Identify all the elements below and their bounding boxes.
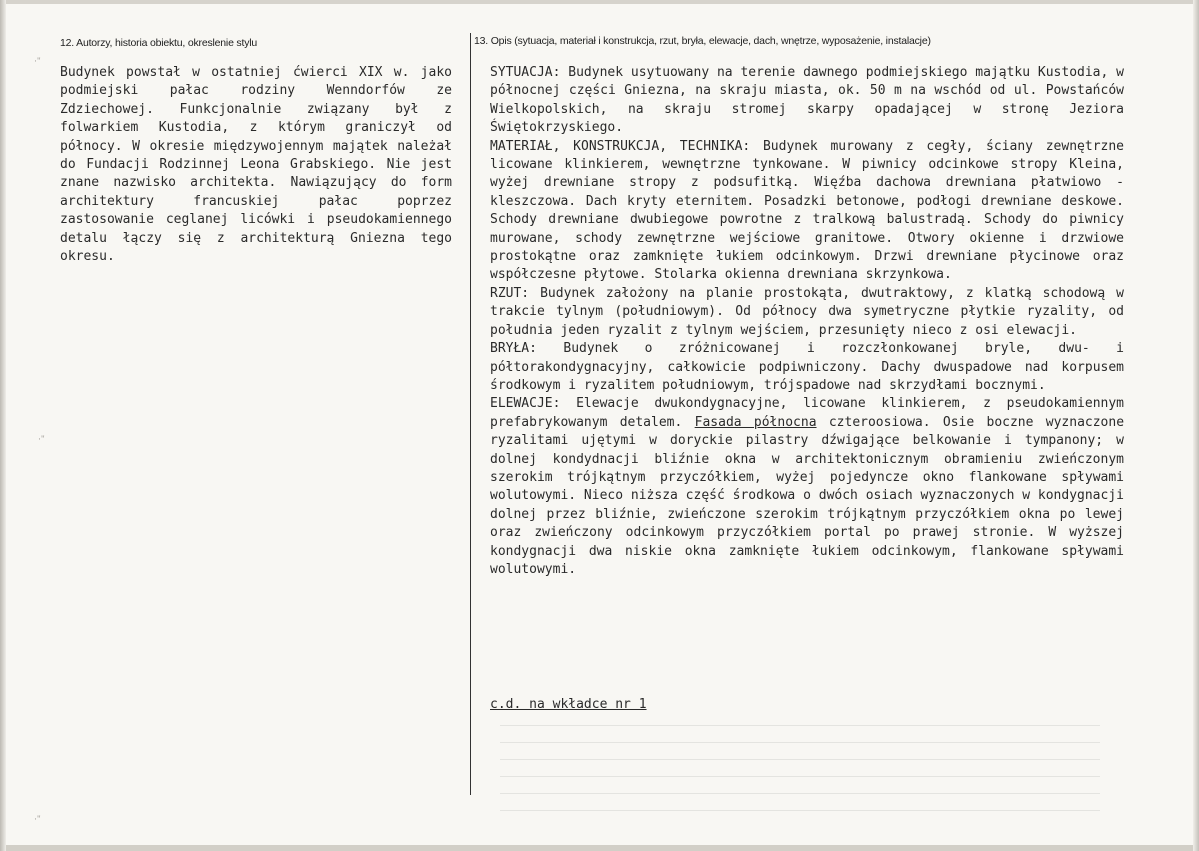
left-column-header: 12. Autorzy, historia obiektu, okreslenie stylu [60,37,258,49]
history-text [60,64,452,266]
page-edge-right [1193,0,1199,851]
scan-speck: ·" [38,434,45,444]
scan-speck: ·" [34,56,41,66]
elevations-intro: ELEWACJE: Elewacje dwukondygnacyjne, licowane klinkierem, z pseudokamiennym prefabrykowanym detalem. [490,396,1124,430]
elevations-detail: czteroosiowa. Osie boczne wyznaczone ryzalitami ujętymi w doryckie pilastry dźwigające belkowanie i tympanony; w dolnej kondydnacji bliźnie okna w architektonicznym obramieniu zwieńczonym szerokim trójkątnym przyczółkiem, wyżej pojedyncze okno flankowane spływami wolutowymi. Nieco niższa część środkowa o dwóch osiach wyznaczonych w kondygnacji dolnej przez bliźnie, zwieńczone szerokim trójkątnym przyczółkiem okna po lewej oraz zwieńczony odcinkowym przyczółkiem portal po prawej stronie. W wyższej kondygnacji dwa niskie okna zamknięte łukiem odcinkowym, flankowane spływami wolutowymi. [490,414,1125,577]
section-plan: RZUT: Budynek założony na planie prostokąta, dwutraktowy, z klatką schodową w trakcie tylnym (południowym). Od północy dwa symetryczne płytkie ryzality, od południa jeden ryzalit z tylnym wejściem, przesunięty nieco z osi elewacji. [490,285,1124,338]
section-situation: SYTUACJA: Budynek usytuowany na terenie dawnego podmiejskiego majątku Kustodia, w północnej części Gniezna, na skraju miasta, ok. 50 m na wschód od ul. Powstańców Wielkopolskich, na skraju stromej skarpy opadającej w stronę Jeziora Świętokrzyskiego. [490,65,1124,136]
right-column-header: 13. Opis (sytuacja, materiał i konstrukcja, rzut, bryła, elewacje, dach, wnętrze, wyposażenie, instalacje) [474,35,931,47]
history-paragraph: Budynek powstał w ostatniej ćwierci XIX w. jako podmiejski pałac rodziny Wenndorfów ze Zdziechowej. Funkcjonalnie związany był z folwarkiem Kustodia, z którym graniczył od północy. W okresie międzywojennym majątek należał do Fundacji Rodzinnej Leona Grabskiego. Nie jest znane nazwisko architekta. Nawiązujący do form architektury francuskiej pałac poprzez zastosowanie ceglanej licówki i pseudokamiennego detalu łączy się z architekturą Gniezna tego okresu. [60,65,452,265]
page-edge-top [0,0,1199,4]
column-divider [470,33,471,795]
scan-speck: ·" [34,814,41,824]
continuation-note: c.d. na wkładce nr 1 [490,697,647,712]
section-elevations [490,395,1124,579]
north-facade-label: Fasada północna [694,414,817,430]
page-edge-left [0,0,6,851]
description-text [490,64,1124,579]
section-material: MATERIAŁ, KONSTRUKCJA, TECHNIKA: Budynek murowany z cegły, ściany zewnętrzne licowane klinkierem, wewnętrzne tynkowane. W piwnicy odcinkowe stropy Kleina, wyżej drewniane stropy z podsufitką. Więźba dachowa drewniana płatwiowo - kleszczowa. Dach kryty eternitem. Posadzki betonowe, podłogi drewniane deskowe. Schody drewniane dwubiegowe powrotne z tralkową balustradą. Schody do piwnicy murowane, schody zewnętrzne wejściowe granitowe. Otwory okienne i drzwiowe prostokątne oraz zamknięte łukiem odcinkowym. Drzwi drewniane płycinowe oraz współczesne płytowe. Stolarka okienna drewniana skrzynkowa. [490,138,1124,283]
page-edge-bottom [0,845,1199,851]
bleed-through-text [500,725,1100,825]
section-massing: BRYŁA: Budynek o zróżnicowanej i rozczłonkowanej bryle, dwu- i półtorakondygnacyjny, całkowicie podpiwniczony. Dachy dwuspadowe nad korpusem środkowym i ryzalitem południowym, trójspadowe nad skrzydłami bocznymi. [490,341,1124,393]
